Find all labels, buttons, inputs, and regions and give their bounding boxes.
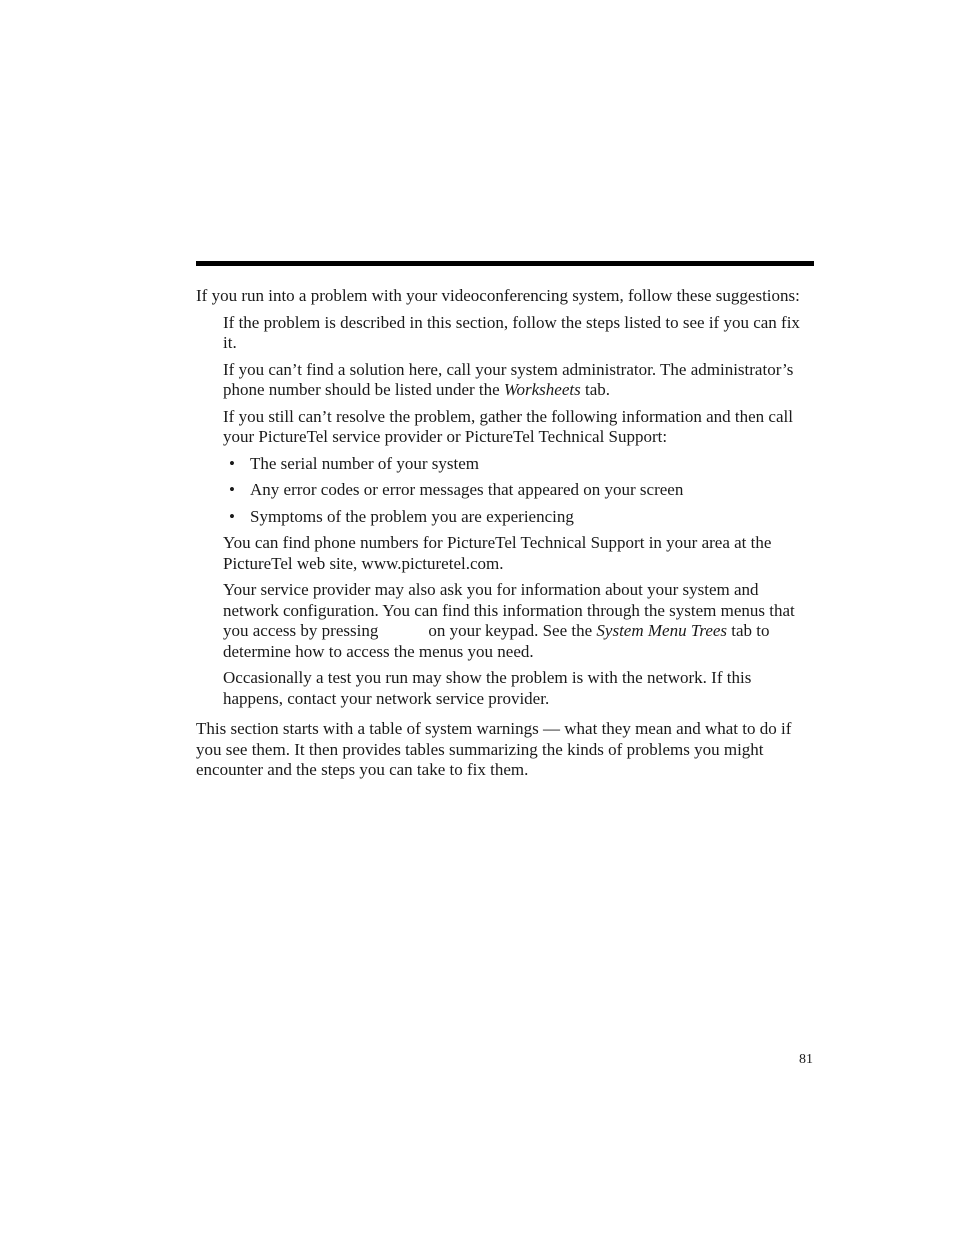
worksheets-tab-reference: Worksheets: [503, 380, 581, 399]
bullet-icon: •: [229, 480, 235, 499]
list-item: [196, 507, 814, 528]
bullet-icon: •: [229, 453, 235, 473]
list-item-text: The serial number of your system: [250, 453, 479, 473]
network-paragraph: Occasionally a test you run may show the problem is with the network. If this happens, contact your network service provider.: [223, 668, 752, 708]
step-gather-info-paragraph: If you still can’t resolve the problem, gather the following information and then call your PictureTel service provider or PictureTel Technical Support:: [223, 406, 793, 446]
support-paragraph: You can find phone numbers for PictureTel Technical Support in your area at the PictureTel web site, www.picturetel.com.: [223, 533, 772, 573]
step-fix-paragraph: If the problem is described in this section, follow the steps listed to see if you can fix it.: [223, 312, 800, 352]
system-menu-trees-reference: System Menu Trees: [596, 621, 728, 640]
list-item: [196, 454, 814, 475]
service-provider-text: Your service provider may also ask you for information about your system and network configuration. You can find this information through the system menus that you access by pressing: [223, 580, 795, 640]
intro-paragraph: If you run into a problem with your videoconferencing system, follow these suggestions:: [196, 286, 800, 305]
service-provider-text-middle: on your keypad. See the: [428, 621, 597, 640]
page-body: [196, 286, 814, 781]
bullet-icon: •: [229, 506, 235, 526]
info-list: [196, 454, 814, 528]
section-rule: [196, 261, 814, 266]
list-item: [196, 480, 814, 501]
closing-paragraph: This section starts with a table of system warnings — what they mean and what to do if you see them. It then provides tables summarizing the kinds of problems you might encounter and the steps you can take to fix them.: [196, 719, 792, 779]
service-provider-text-end: tab to determine how to access the menus you need.: [223, 621, 770, 661]
list-item-text: Any error codes or error messages that appeared on your screen: [250, 480, 684, 499]
service-provider-paragraph: [223, 580, 814, 662]
step-administrator-paragraph: [223, 360, 814, 401]
step-administrator-text: If you can’t find a solution here, call your system administrator. The administrator’s phone number should be listed under the: [223, 359, 794, 399]
list-item-text: Symptoms of the problem you are experiencing: [250, 506, 574, 526]
page-number: 81: [799, 1052, 813, 1067]
step-administrator-text-end: tab.: [580, 380, 611, 399]
